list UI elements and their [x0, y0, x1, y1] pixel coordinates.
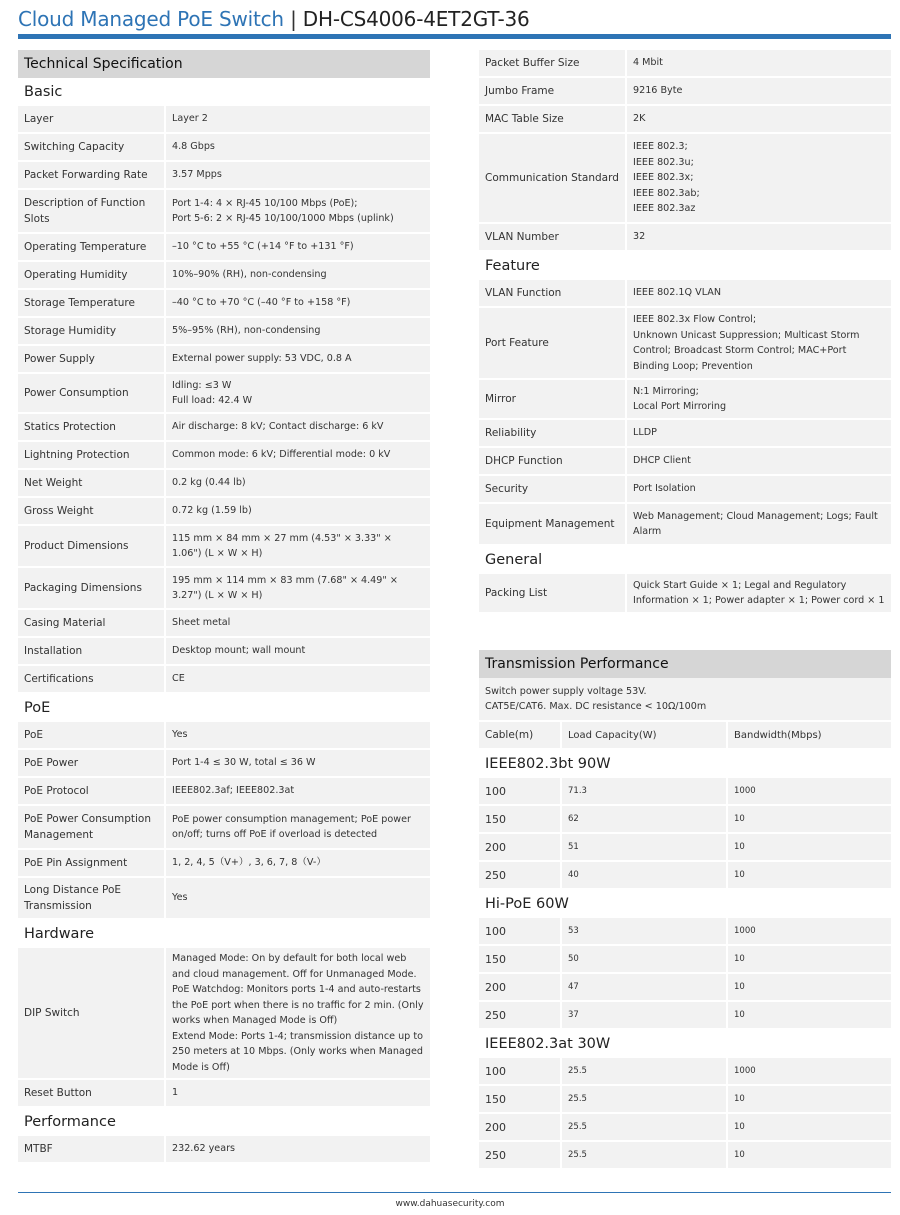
- spec-row-net-weight: [18, 470, 430, 496]
- cable-length: 200: [485, 1120, 506, 1134]
- transmission-row: [479, 806, 891, 832]
- spec-label: Power Supply: [24, 353, 95, 365]
- spec-row-long-distance-poe-transmission: [18, 878, 430, 918]
- spec-label: MAC Table Size: [485, 113, 564, 125]
- spec-row-reset-button: [18, 1080, 430, 1106]
- model-number: DH-CS4006-4ET2GT-36: [302, 7, 530, 31]
- spec-value: 4 Mbit: [625, 50, 891, 76]
- spec-row-storage-temperature: [18, 290, 430, 316]
- transmission-row: [479, 834, 891, 860]
- spec-label: Storage Humidity: [24, 325, 117, 337]
- spec-row-dip-switch: [18, 948, 430, 1078]
- load-capacity: 53: [560, 918, 726, 944]
- spec-row-storage-humidity: [18, 318, 430, 344]
- spec-label: PoE Power Consumption Management: [24, 813, 151, 841]
- spec-value: 3.57 Mpps: [164, 162, 430, 188]
- left-column: [18, 50, 430, 1164]
- spec-value: 4.8 Gbps: [164, 134, 430, 160]
- spec-value: IEEE 802.3x Flow Control; Unknown Unicast Suppression; Multicast Storm Control; Broadcast Storm Control; MAC+Port Binding Loop; Prevention: [625, 308, 891, 378]
- spec-label: Operating Humidity: [24, 269, 128, 281]
- spec-row-equipment-management: [479, 504, 891, 544]
- spec-row-poe-protocol: [18, 778, 430, 804]
- bandwidth: 10: [726, 834, 891, 860]
- transmission-group-title: IEEE802.3at 30W: [485, 1036, 611, 1052]
- spec-row-lightning-protection: [18, 442, 430, 468]
- cable-length: 100: [485, 924, 506, 938]
- spec-value: CE: [164, 666, 430, 692]
- basic-table: [18, 106, 430, 692]
- header-rule: [18, 34, 891, 39]
- spec-row-security: [479, 476, 891, 502]
- spec-row-communication-standard: [479, 134, 891, 222]
- load-capacity: 51: [560, 834, 726, 860]
- cable-length: 200: [485, 840, 506, 854]
- spec-row-packing-list: [479, 574, 891, 612]
- section-feature: Feature: [485, 258, 540, 274]
- spec-value: Managed Mode: On by default for both local web and cloud management. Off for Unmanaged Mode. PoE Watchdog: Monitors ports 1-4 and auto-restarts the PoE port when there is no traffic for 2 min. (Only works when Managed Mode is Off) Extend Mode: Ports 1-4; transmission distance up to 250 meters at 10 Mbps. (Only works when Managed Mode is Off): [164, 948, 430, 1078]
- spec-row-mtbf: [18, 1136, 430, 1162]
- spec-label: PoE Protocol: [24, 785, 89, 797]
- spec-row-statics-protection: [18, 414, 430, 440]
- right-basic-table: [479, 50, 891, 250]
- spec-value: 195 mm × 114 mm × 83 mm (7.68" × 4.49" × 3.27") (L × W × H): [164, 568, 430, 608]
- spec-label: Gross Weight: [24, 505, 94, 517]
- footer-url: www.dahuasecurity.com: [395, 1199, 505, 1209]
- spec-row-product-dimensions: [18, 526, 430, 566]
- spec-value: Port Isolation: [625, 476, 891, 502]
- spec-row-poe: [18, 722, 430, 748]
- transmission-header-row: [479, 722, 891, 748]
- tech-spec-title: Technical Specification: [18, 50, 430, 78]
- spec-label: Equipment Management: [485, 518, 615, 530]
- load-capacity: 25.5: [560, 1086, 726, 1112]
- spec-label: Certifications: [24, 673, 94, 685]
- spec-label: Long Distance PoE Transmission: [24, 884, 122, 912]
- spec-value: External power supply: 53 VDC, 0.8 A: [164, 346, 430, 372]
- column-header: Cable(m): [485, 729, 534, 741]
- bandwidth: 10: [726, 1002, 891, 1028]
- spec-label: DIP Switch: [24, 1007, 80, 1019]
- bandwidth: 10: [726, 974, 891, 1000]
- spec-value: 0.72 kg (1.59 lb): [164, 498, 430, 524]
- spec-label: Layer: [24, 113, 54, 125]
- spec-row-gross-weight: [18, 498, 430, 524]
- spec-value: 2K: [625, 106, 891, 132]
- transmission-row: [479, 862, 891, 888]
- spec-label: Reset Button: [24, 1087, 92, 1099]
- bandwidth: 10: [726, 862, 891, 888]
- column-header: Load Capacity(W): [560, 722, 726, 748]
- spec-row-packet-forwarding-rate: [18, 162, 430, 188]
- spec-row-packet-buffer-size: [479, 50, 891, 76]
- load-capacity: 40: [560, 862, 726, 888]
- spec-label: Jumbo Frame: [485, 85, 555, 97]
- transmission-row: [479, 974, 891, 1000]
- spec-row-vlan-function: [479, 280, 891, 306]
- transmission-group-title: IEEE802.3bt 90W: [485, 756, 611, 772]
- spec-label: Power Consumption: [24, 387, 129, 399]
- spec-label: Port Feature: [485, 337, 549, 349]
- section-performance: Performance: [24, 1114, 116, 1130]
- spec-label: Net Weight: [24, 477, 83, 489]
- column-header: Bandwidth(Mbps): [726, 722, 891, 748]
- cable-length: 100: [485, 784, 506, 798]
- spec-value: –10 °C to +55 °C (+14 °F to +131 °F): [164, 234, 430, 260]
- spec-value: Idling: ≤3 W Full load: 42.4 W: [164, 374, 430, 412]
- title-separator: |: [290, 7, 297, 31]
- spec-value: Desktop mount; wall mount: [164, 638, 430, 664]
- performance-table: [18, 1136, 430, 1162]
- spec-label: Description of Function Slots: [24, 197, 146, 225]
- spec-row-power-supply: [18, 346, 430, 372]
- spec-label: Lightning Protection: [24, 449, 130, 461]
- spec-label: Switching Capacity: [24, 141, 125, 153]
- cable-length: 150: [485, 952, 506, 966]
- spec-row-casing-material: [18, 610, 430, 636]
- spec-label: Mirror: [485, 393, 516, 405]
- transmission-title: Transmission Performance: [479, 650, 891, 678]
- spec-row-certifications: [18, 666, 430, 692]
- spec-row-dhcp-function: [479, 448, 891, 474]
- spec-value: Yes: [164, 722, 430, 748]
- spec-label: Product Dimensions: [24, 540, 129, 552]
- cable-length: 250: [485, 1148, 506, 1162]
- cable-length: 150: [485, 812, 506, 826]
- spec-row-packaging-dimensions: [18, 568, 430, 608]
- product-name: Cloud Managed PoE Switch: [18, 7, 284, 31]
- spec-label: Packing List: [485, 587, 548, 599]
- section-basic: Basic: [24, 84, 63, 100]
- spec-row-power-consumption: [18, 374, 430, 412]
- load-capacity: 25.5: [560, 1058, 726, 1084]
- transmission-row: [479, 1058, 891, 1084]
- spec-row-jumbo-frame: [479, 78, 891, 104]
- spec-label: Statics Protection: [24, 421, 116, 433]
- spec-row-switching-capacity: [18, 134, 430, 160]
- spec-label: Operating Temperature: [24, 241, 147, 253]
- spec-value: DHCP Client: [625, 448, 891, 474]
- spec-label: VLAN Number: [485, 231, 559, 243]
- spec-value: 10%–90% (RH), non-condensing: [164, 262, 430, 288]
- spec-label: MTBF: [24, 1143, 53, 1155]
- spec-value: Sheet metal: [164, 610, 430, 636]
- spec-value: –40 °C to +70 °C (–40 °F to +158 °F): [164, 290, 430, 316]
- spec-value: Layer 2: [164, 106, 430, 132]
- spec-row-poe-power: [18, 750, 430, 776]
- section-poe: PoE: [24, 700, 51, 716]
- hardware-table: [18, 948, 430, 1106]
- cable-length: 200: [485, 980, 506, 994]
- load-capacity: 71.3: [560, 778, 726, 804]
- spec-value: N:1 Mirroring; Local Port Mirroring: [625, 380, 891, 418]
- right-column: [479, 50, 891, 1170]
- cable-length: 150: [485, 1092, 506, 1106]
- spec-row-mac-table-size: [479, 106, 891, 132]
- spec-row-layer: [18, 106, 430, 132]
- spec-value: Quick Start Guide × 1; Legal and Regulatory Information × 1; Power adapter × 1; Power cord × 1: [625, 574, 891, 612]
- spec-value: 32: [625, 224, 891, 250]
- feature-table: [479, 280, 891, 544]
- bandwidth: 1000: [726, 1058, 891, 1084]
- transmission-row: [479, 1142, 891, 1168]
- spec-row-description-of-function-slots: [18, 190, 430, 232]
- spec-label: Communication Standard: [485, 172, 619, 184]
- spec-value: 5%–95% (RH), non-condensing: [164, 318, 430, 344]
- spec-value: IEEE 802.3; IEEE 802.3u; IEEE 802.3x; IEEE 802.3ab; IEEE 802.3az: [625, 134, 891, 222]
- spec-label: Storage Temperature: [24, 297, 135, 309]
- bandwidth: 10: [726, 1114, 891, 1140]
- spec-value: 1: [164, 1080, 430, 1106]
- cable-length: 250: [485, 868, 506, 882]
- transmission-group-title: Hi-PoE 60W: [485, 896, 569, 912]
- spec-label: PoE Pin Assignment: [24, 857, 128, 869]
- spec-label: Packaging Dimensions: [24, 582, 142, 594]
- load-capacity: 62: [560, 806, 726, 832]
- page-title: [18, 6, 530, 32]
- spec-value: LLDP: [625, 420, 891, 446]
- bandwidth: 10: [726, 806, 891, 832]
- load-capacity: 47: [560, 974, 726, 1000]
- cable-length: 100: [485, 1064, 506, 1078]
- spec-value: 115 mm × 84 mm × 27 mm (4.53" × 3.33" × 1.06") (L × W × H): [164, 526, 430, 566]
- spec-row-operating-temperature: [18, 234, 430, 260]
- transmission-row: [479, 1002, 891, 1028]
- spec-value: PoE power consumption management; PoE power on/off; turns off PoE if overload is detected: [164, 806, 430, 848]
- spec-value: 232.62 years: [164, 1136, 430, 1162]
- spec-value: Port 1-4: 4 × RJ-45 10/100 Mbps (PoE); Port 5-6: 2 × RJ-45 10/100/1000 Mbps (uplink): [164, 190, 430, 232]
- spec-value: IEEE802.3af; IEEE802.3at: [164, 778, 430, 804]
- general-table: [479, 574, 891, 612]
- spec-label: Casing Material: [24, 617, 106, 629]
- spec-value: 1, 2, 4, 5（V+）, 3, 6, 7, 8（V-）: [164, 850, 430, 876]
- load-capacity: 37: [560, 1002, 726, 1028]
- bandwidth: 1000: [726, 918, 891, 944]
- load-capacity: 25.5: [560, 1142, 726, 1168]
- section-hardware: Hardware: [24, 926, 95, 942]
- bandwidth: 1000: [726, 778, 891, 804]
- footer-rule: [18, 1192, 891, 1193]
- spec-label: DHCP Function: [485, 455, 563, 467]
- spec-value: Web Management; Cloud Management; Logs; Fault Alarm: [625, 504, 891, 544]
- transmission-table: [479, 722, 891, 1168]
- spec-row-poe-power-consumption-management: [18, 806, 430, 848]
- transmission-row: [479, 918, 891, 944]
- spec-label: PoE: [24, 729, 44, 741]
- spec-label: Packet Buffer Size: [485, 57, 580, 69]
- spec-value: Port 1-4 ≤ 30 W, total ≤ 36 W: [164, 750, 430, 776]
- spec-label: Security: [485, 483, 529, 495]
- spec-value: Yes: [164, 878, 430, 918]
- spec-label: PoE Power: [24, 757, 79, 769]
- spec-value: Air discharge: 8 kV; Contact discharge: 6 kV: [164, 414, 430, 440]
- spec-row-mirror: [479, 380, 891, 418]
- bandwidth: 10: [726, 1086, 891, 1112]
- spec-row-operating-humidity: [18, 262, 430, 288]
- load-capacity: 25.5: [560, 1114, 726, 1140]
- section-general: General: [485, 552, 543, 568]
- spec-label: Packet Forwarding Rate: [24, 169, 148, 181]
- spec-value: 9216 Byte: [625, 78, 891, 104]
- spec-row-port-feature: [479, 308, 891, 378]
- spec-row-reliability: [479, 420, 891, 446]
- spec-label: VLAN Function: [485, 287, 562, 299]
- spec-value: 0.2 kg (0.44 lb): [164, 470, 430, 496]
- spec-label: Installation: [24, 645, 83, 657]
- bandwidth: 10: [726, 1142, 891, 1168]
- spec-row-vlan-number: [479, 224, 891, 250]
- transmission-row: [479, 946, 891, 972]
- transmission-row: [479, 778, 891, 804]
- poe-table: [18, 722, 430, 918]
- spec-value: IEEE 802.1Q VLAN: [625, 280, 891, 306]
- transmission-note: Switch power supply voltage 53V. CAT5E/CAT6. Max. DC resistance < 10Ω/100m: [479, 678, 891, 720]
- spec-row-installation: [18, 638, 430, 664]
- transmission-row: [479, 1086, 891, 1112]
- load-capacity: 50: [560, 946, 726, 972]
- bandwidth: 10: [726, 946, 891, 972]
- cable-length: 250: [485, 1008, 506, 1022]
- spec-value: Common mode: 6 kV; Differential mode: 0 kV: [164, 442, 430, 468]
- spec-label: Reliability: [485, 427, 537, 439]
- page-header: [18, 4, 891, 40]
- transmission-row: [479, 1114, 891, 1140]
- spec-row-poe-pin-assignment: [18, 850, 430, 876]
